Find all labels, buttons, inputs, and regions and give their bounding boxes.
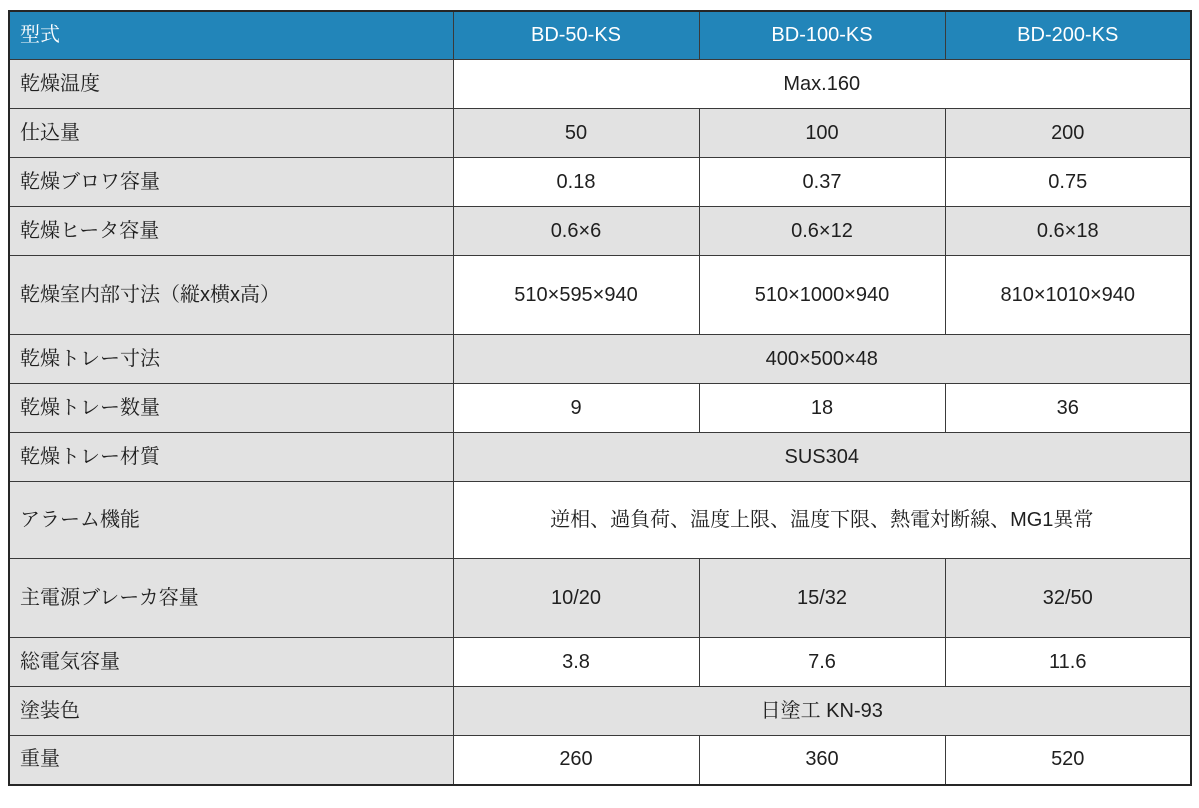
table-row — [9, 60, 1191, 109]
value-cell: 0.18 — [453, 158, 699, 207]
value-cell: 逆相、過負荷、温度上限、温度下限、熱電対断線、MG1異常 — [453, 482, 1191, 559]
table-header-row — [9, 11, 1191, 60]
value-cell: 0.37 — [699, 158, 945, 207]
value-cell: 7.6 — [699, 638, 945, 687]
table-row — [9, 207, 1191, 256]
value-cell: 400×500×48 — [453, 335, 1191, 384]
value-cell: 260 — [453, 736, 699, 785]
value-cell: Max.160 — [453, 60, 1191, 109]
row-label: 総電気容量 — [9, 638, 453, 687]
value-cell: 520 — [945, 736, 1191, 785]
value-cell: 510×595×940 — [453, 256, 699, 335]
value-cell: 200 — [945, 109, 1191, 158]
value-cell: 0.6×6 — [453, 207, 699, 256]
table-row — [9, 256, 1191, 335]
value-cell: SUS304 — [453, 433, 1191, 482]
table-row — [9, 158, 1191, 207]
value-cell: 100 — [699, 109, 945, 158]
value-cell: 日塗工 KN-93 — [453, 687, 1191, 736]
row-label: 乾燥トレー寸法 — [9, 335, 453, 384]
table-row — [9, 482, 1191, 559]
table-row — [9, 335, 1191, 384]
row-label: 主電源ブレーカ容量 — [9, 559, 453, 638]
spec-table — [8, 10, 1192, 786]
row-label: 乾燥ヒータ容量 — [9, 207, 453, 256]
table-row — [9, 687, 1191, 736]
value-cell: 10/20 — [453, 559, 699, 638]
header-col-bd-50-ks: BD-50-KS — [453, 11, 699, 60]
value-cell: 510×1000×940 — [699, 256, 945, 335]
row-label: 乾燥トレー数量 — [9, 384, 453, 433]
value-cell: 810×1010×940 — [945, 256, 1191, 335]
header-col-bd-100-ks: BD-100-KS — [699, 11, 945, 60]
row-label: 乾燥温度 — [9, 60, 453, 109]
value-cell: 0.75 — [945, 158, 1191, 207]
row-label: アラーム機能 — [9, 482, 453, 559]
value-cell: 360 — [699, 736, 945, 785]
row-label: 塗装色 — [9, 687, 453, 736]
table-row — [9, 559, 1191, 638]
row-label: 乾燥室内部寸法（縦x横x高） — [9, 256, 453, 335]
table-row — [9, 736, 1191, 785]
row-label: 仕込量 — [9, 109, 453, 158]
table-row — [9, 638, 1191, 687]
value-cell: 0.6×12 — [699, 207, 945, 256]
value-cell: 11.6 — [945, 638, 1191, 687]
row-label: 乾燥ブロワ容量 — [9, 158, 453, 207]
row-label: 乾燥トレー材質 — [9, 433, 453, 482]
value-cell: 0.6×18 — [945, 207, 1191, 256]
value-cell: 50 — [453, 109, 699, 158]
value-cell: 9 — [453, 384, 699, 433]
value-cell: 36 — [945, 384, 1191, 433]
header-col-bd-200-ks: BD-200-KS — [945, 11, 1191, 60]
value-cell: 18 — [699, 384, 945, 433]
row-label: 重量 — [9, 736, 453, 785]
table-row — [9, 433, 1191, 482]
value-cell: 3.8 — [453, 638, 699, 687]
table-row — [9, 109, 1191, 158]
table-row — [9, 384, 1191, 433]
header-label-model: 型式 — [9, 11, 453, 60]
value-cell: 32/50 — [945, 559, 1191, 638]
value-cell: 15/32 — [699, 559, 945, 638]
